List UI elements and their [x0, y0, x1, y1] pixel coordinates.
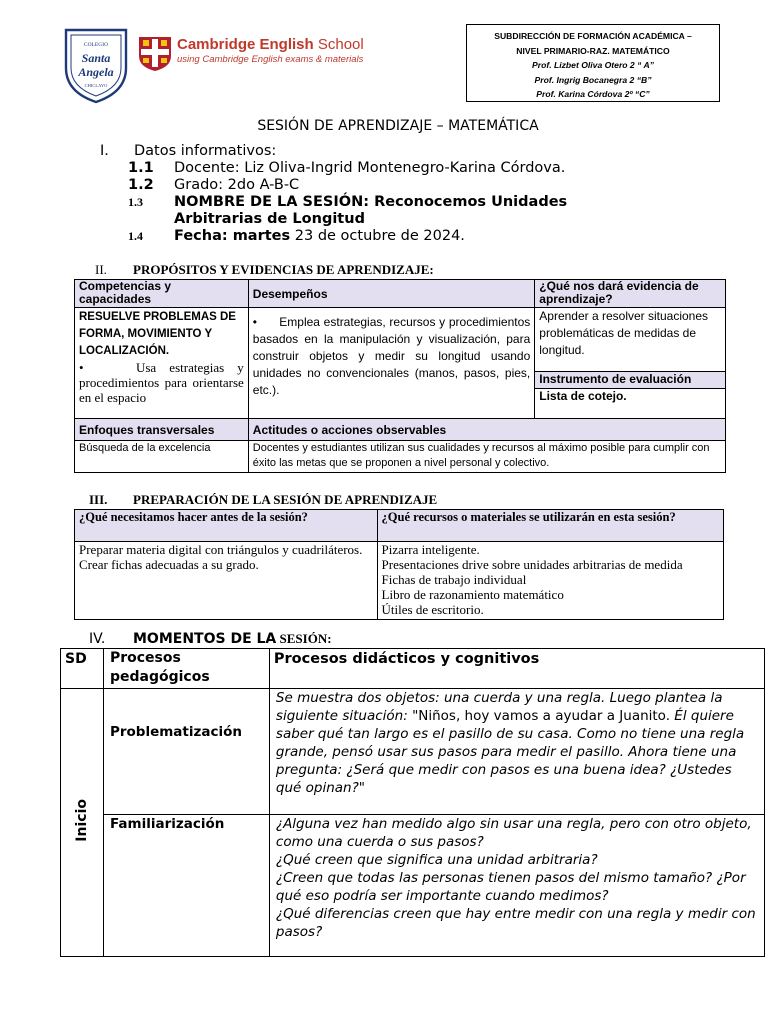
datos-value: Reconocemos Unidades: [369, 194, 568, 210]
santa-angela-logo: [62, 24, 130, 104]
enfoques-row: [75, 441, 726, 473]
cell-desempeno: [248, 308, 534, 419]
header-evidencia: ¿Qué nos dará evidencia de aprendizaje?: [535, 280, 726, 308]
problematizacion-intro: Se muestra dos objetos: una cuerda y una regla. Luego plantea la siguiente situación:: [275, 690, 723, 724]
momentos-header-row: [61, 649, 765, 689]
cell-evidencia: Aprender a resolver situaciones problemáticas de medidas de longitud.: [535, 308, 726, 372]
propositos-row: [75, 308, 726, 372]
seal-text-santa: Santa: [81, 51, 111, 65]
recurso-item: Libro de razonamiento matemático: [381, 587, 564, 602]
propositos-table: [74, 279, 726, 473]
section-3-title: PREPARACIÓN DE LA SESIÓN DE APRENDIZAJE: [133, 492, 438, 507]
datos-value: 23 de octubre de 2024.: [290, 228, 465, 244]
problematizacion-quote-start: "Niños, hoy vamos a ayudar a Juanito.: [412, 708, 675, 724]
problematizacion-quote: Él quiere saber qué tan largo es el pasillo de su casa. Como no tiene una regla grande, pensó usar sus pasos para medir el pasillo. Ahora tiene una pregunta: ¿Será que medir con pasos es una buena idea? ¿Ustedes qué opinan?": [275, 708, 745, 796]
datos-num: 1.2: [128, 177, 154, 193]
section-3-heading: [89, 492, 437, 508]
header-enfoques: Enfoques transversales: [75, 419, 249, 441]
question-item: ¿Qué creen que significa una unidad arbitraria?: [275, 852, 598, 868]
header-antes: ¿Qué necesitamos hacer antes de la sesión?: [75, 510, 378, 542]
header-procesos-pedagogicos: Procesos pedagógicos: [103, 649, 269, 689]
desempeno-text: Emplea estrategias, recursos y procedimientos basados en la manipulación y visualización, para construir objetos y medir su longitud usando unidades no convencionales (manos, pasos, pies, etc.).: [252, 315, 531, 397]
header-line-1: SUBDIRECCIÓN DE FORMACIÓN ACADÉMICA –: [494, 31, 692, 41]
capacidad-value: Usa estrategias y procedimientos para orientarse en el espacio: [79, 360, 244, 405]
seal-text-colegio: COLEGIO: [83, 42, 109, 48]
competencia-text: RESUELVE PROBLEMAS DE FORMA, MOVIMIENTO Y LOCALIZACIÓN.: [79, 311, 236, 357]
preparacion-row: [75, 542, 724, 620]
header-info-box: [466, 24, 720, 102]
section-3-number: III.: [89, 492, 108, 507]
section-2-heading: [95, 262, 434, 278]
momentos-table: [60, 648, 765, 957]
cambridge-tagline: using Cambridge English exams & materials: [177, 54, 364, 65]
cambridge-crest-icon: [138, 36, 172, 72]
datos-row-nombre-sesion: [128, 194, 567, 210]
recurso-item: Presentaciones drive sobre unidades arbitrarias de medida: [381, 557, 683, 572]
antes-item: Crear fichas adecuadas a su grado.: [79, 557, 259, 572]
datos-num: 1.4: [128, 229, 143, 243]
section-1-heading: [100, 143, 276, 159]
question-item: ¿Creen que todas las personas tienen pasos del mismo tamaño? ¿Por qué eso podría ser importante cuando medimos?: [275, 870, 746, 904]
section-2-title: PROPÓSITOS Y EVIDENCIAS DE APRENDIZAJE:: [133, 262, 434, 277]
preparacion-table: [74, 509, 724, 620]
cambridge-school-text: School: [317, 36, 364, 53]
datos-label: Docente:: [174, 160, 240, 176]
question-item: ¿Alguna vez han medido algo sin usar una regla, pero con otro objeto, como una cuerda o sus pasos?: [275, 816, 752, 850]
preparacion-header-row: [75, 510, 724, 542]
cell-problematizacion: [269, 689, 764, 815]
datos-label: NOMBRE DE LA SESIÓN:: [174, 194, 370, 210]
datos-label: Grado:: [174, 177, 224, 193]
section-1-title: Datos informativos:: [134, 143, 277, 159]
header-line-5: Prof. Karina Córdova 2º “C”: [536, 89, 650, 99]
datos-num: 1.3: [128, 195, 143, 209]
antes-item: Preparar materia digital con triángulos y cuadriláteros.: [79, 542, 363, 557]
stage-label: Inicio: [73, 798, 90, 842]
datos-num: 1.1: [128, 160, 154, 176]
bullet-icon: •: [79, 360, 136, 375]
propositos-header-row: [75, 280, 726, 308]
seal-text-chiclayo: CHICLAYO: [84, 83, 108, 88]
section-1-number: I.: [100, 143, 109, 159]
proceso-problematizacion: Problematización: [103, 689, 269, 815]
section-4-title: MOMENTOS DE LA: [133, 631, 277, 647]
datos-row-docente: [128, 160, 565, 176]
cell-familiarizacion: [269, 815, 764, 957]
enfoques-header-row: [75, 419, 726, 441]
seal-text-angela: Angela: [78, 65, 114, 79]
header-line-3: Prof. Lizbet Oliva Otero 2 “ A”: [532, 60, 654, 70]
cell-stage: [61, 689, 104, 957]
cambridge-brand-text: Cambridge English: [177, 36, 314, 53]
datos-row-grado: [128, 177, 299, 193]
cell-recursos: [377, 542, 723, 620]
section-2-number: II.: [95, 262, 107, 277]
datos-row-fecha: [128, 228, 465, 244]
datos-label: Fecha: martes: [174, 228, 291, 244]
header-line-4: Prof. Ingrig Bocanegra 2 “B”: [534, 74, 652, 85]
datos-row-nombre-sesion-cont: Arbitrarias de Longitud: [174, 211, 365, 227]
header-desempenos: Desempeños: [248, 280, 534, 308]
capacidad-text: [79, 360, 244, 405]
header-line-2: NIVEL PRIMARIO-RAZ. MATEMÁTICO: [516, 45, 670, 56]
question-item: ¿Qué diferencias creen que hay entre medir con una regla y medir con pasos?: [275, 906, 756, 940]
cell-antes: [75, 542, 378, 620]
cell-enfoque: Búsqueda de la excelencia: [75, 441, 249, 473]
cambridge-brand: [177, 36, 364, 53]
recurso-item: Fichas de trabajo individual: [381, 572, 527, 587]
cell-instrumento: Lista de cotejo.: [535, 389, 726, 419]
header-procesos-didacticos: Procesos didácticos y cognitivos: [269, 649, 764, 689]
session-title: SESIÓN DE APRENDIZAJE – MATEMÁTICA: [257, 118, 539, 134]
header-actitudes: Actitudes o acciones observables: [248, 419, 725, 441]
recurso-item: Útiles de escritorio.: [381, 602, 484, 617]
cell-competencia: [75, 308, 249, 419]
section-4-heading: [89, 631, 332, 647]
momentos-row-problematizacion: [61, 689, 765, 815]
momentos-row-familiarizacion: [61, 815, 765, 957]
datos-value: Liz Oliva-Ingrid Montenegro-Karina Córdova.: [239, 160, 566, 176]
header-recursos: ¿Qué recursos o materiales se utilizarán en esta sesión?: [377, 510, 723, 542]
cell-actitud: Docentes y estudiantes utilizan sus cualidades y recursos al máximo posible para cumplir con éxito las metas que se proponen a nivel personal y colectivo.: [248, 441, 725, 473]
header-sd: SD: [61, 649, 104, 689]
section-4-title-end: SESIÓN:: [276, 631, 332, 646]
header-competencias: Competencias y capacidades: [75, 280, 249, 308]
section-4-number: IV.: [89, 631, 106, 647]
datos-value: 2do A-B-C: [223, 177, 300, 193]
proceso-familiarizacion: Familiarización: [103, 815, 269, 957]
header-instrumento: Instrumento de evaluación: [535, 372, 726, 389]
recurso-item: Pizarra inteligente.: [381, 542, 480, 557]
bullet-icon: •: [252, 315, 280, 329]
